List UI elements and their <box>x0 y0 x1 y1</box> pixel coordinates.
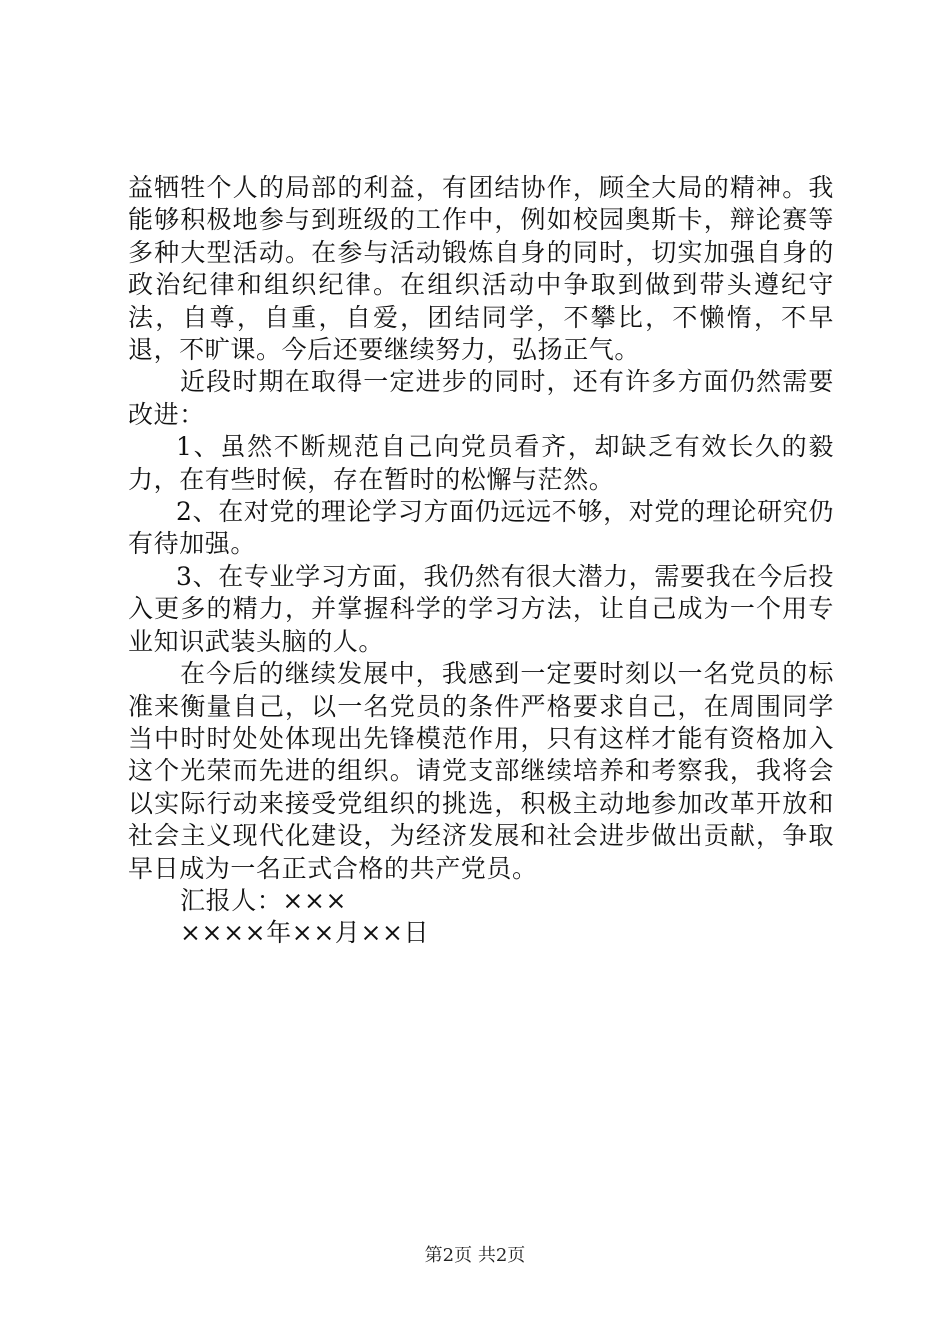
paragraph-conclusion: 在今后的继续发展中，我感到一定要时刻以一名党员的标准来衡量自己，以一名党员的条件严格要求自己，在周围同学当中时时处处体现出先锋模范作用，只有这样才能有资格加入这个光荣而先进的组织。请党支部继续培养和考察我，我将会以实际行动来接受党组织的挑选，积极主动地参加改革开放和社会主义现代化建设，为经济发展和社会进步做出贡献，争取早日成为一名正式合格的共产党员。 <box>128 659 834 883</box>
page-number-footer: 第2页 共2页 <box>424 1245 526 1266</box>
paragraph-improvements-intro: 近段时期在取得一定进步的同时，还有许多方面仍然需要改进： <box>128 367 834 429</box>
document-body <box>128 172 834 950</box>
list-item-2: 2、在对党的理论学习方面仍远远不够，对党的理论研究仍有待加强。 <box>128 497 834 559</box>
paragraph-continuation: 益牺牲个人的局部的利益，有团结协作，顾全大局的精神。我能够积极地参与到班级的工作中，例如校园奥斯卡，辩论赛等多种大型活动。在参与活动锻炼自身的同时，切实加强自身的政治纪律和组织纪律。在组织活动中争取到做到带头遵纪守法，自尊，自重，自爱，团结同学，不攀比，不懒惰，不早退，不旷课。今后还要继续努力，弘扬正气。 <box>128 173 834 365</box>
reporter-line: 汇报人：××× <box>180 885 348 915</box>
date-line: ××××年××月××日 <box>180 918 430 948</box>
list-item-1: 1、虽然不断规范自己向党员看齐，却缺乏有效长久的毅力，在有些时候，存在暂时的松懈与茫然。 <box>128 432 834 494</box>
list-item-3: 3、在专业学习方面，我仍然有很大潜力，需要我在今后投入更多的精力，并掌握科学的学习方法，让自己成为一个用专业知识武装头脑的人。 <box>128 561 834 656</box>
